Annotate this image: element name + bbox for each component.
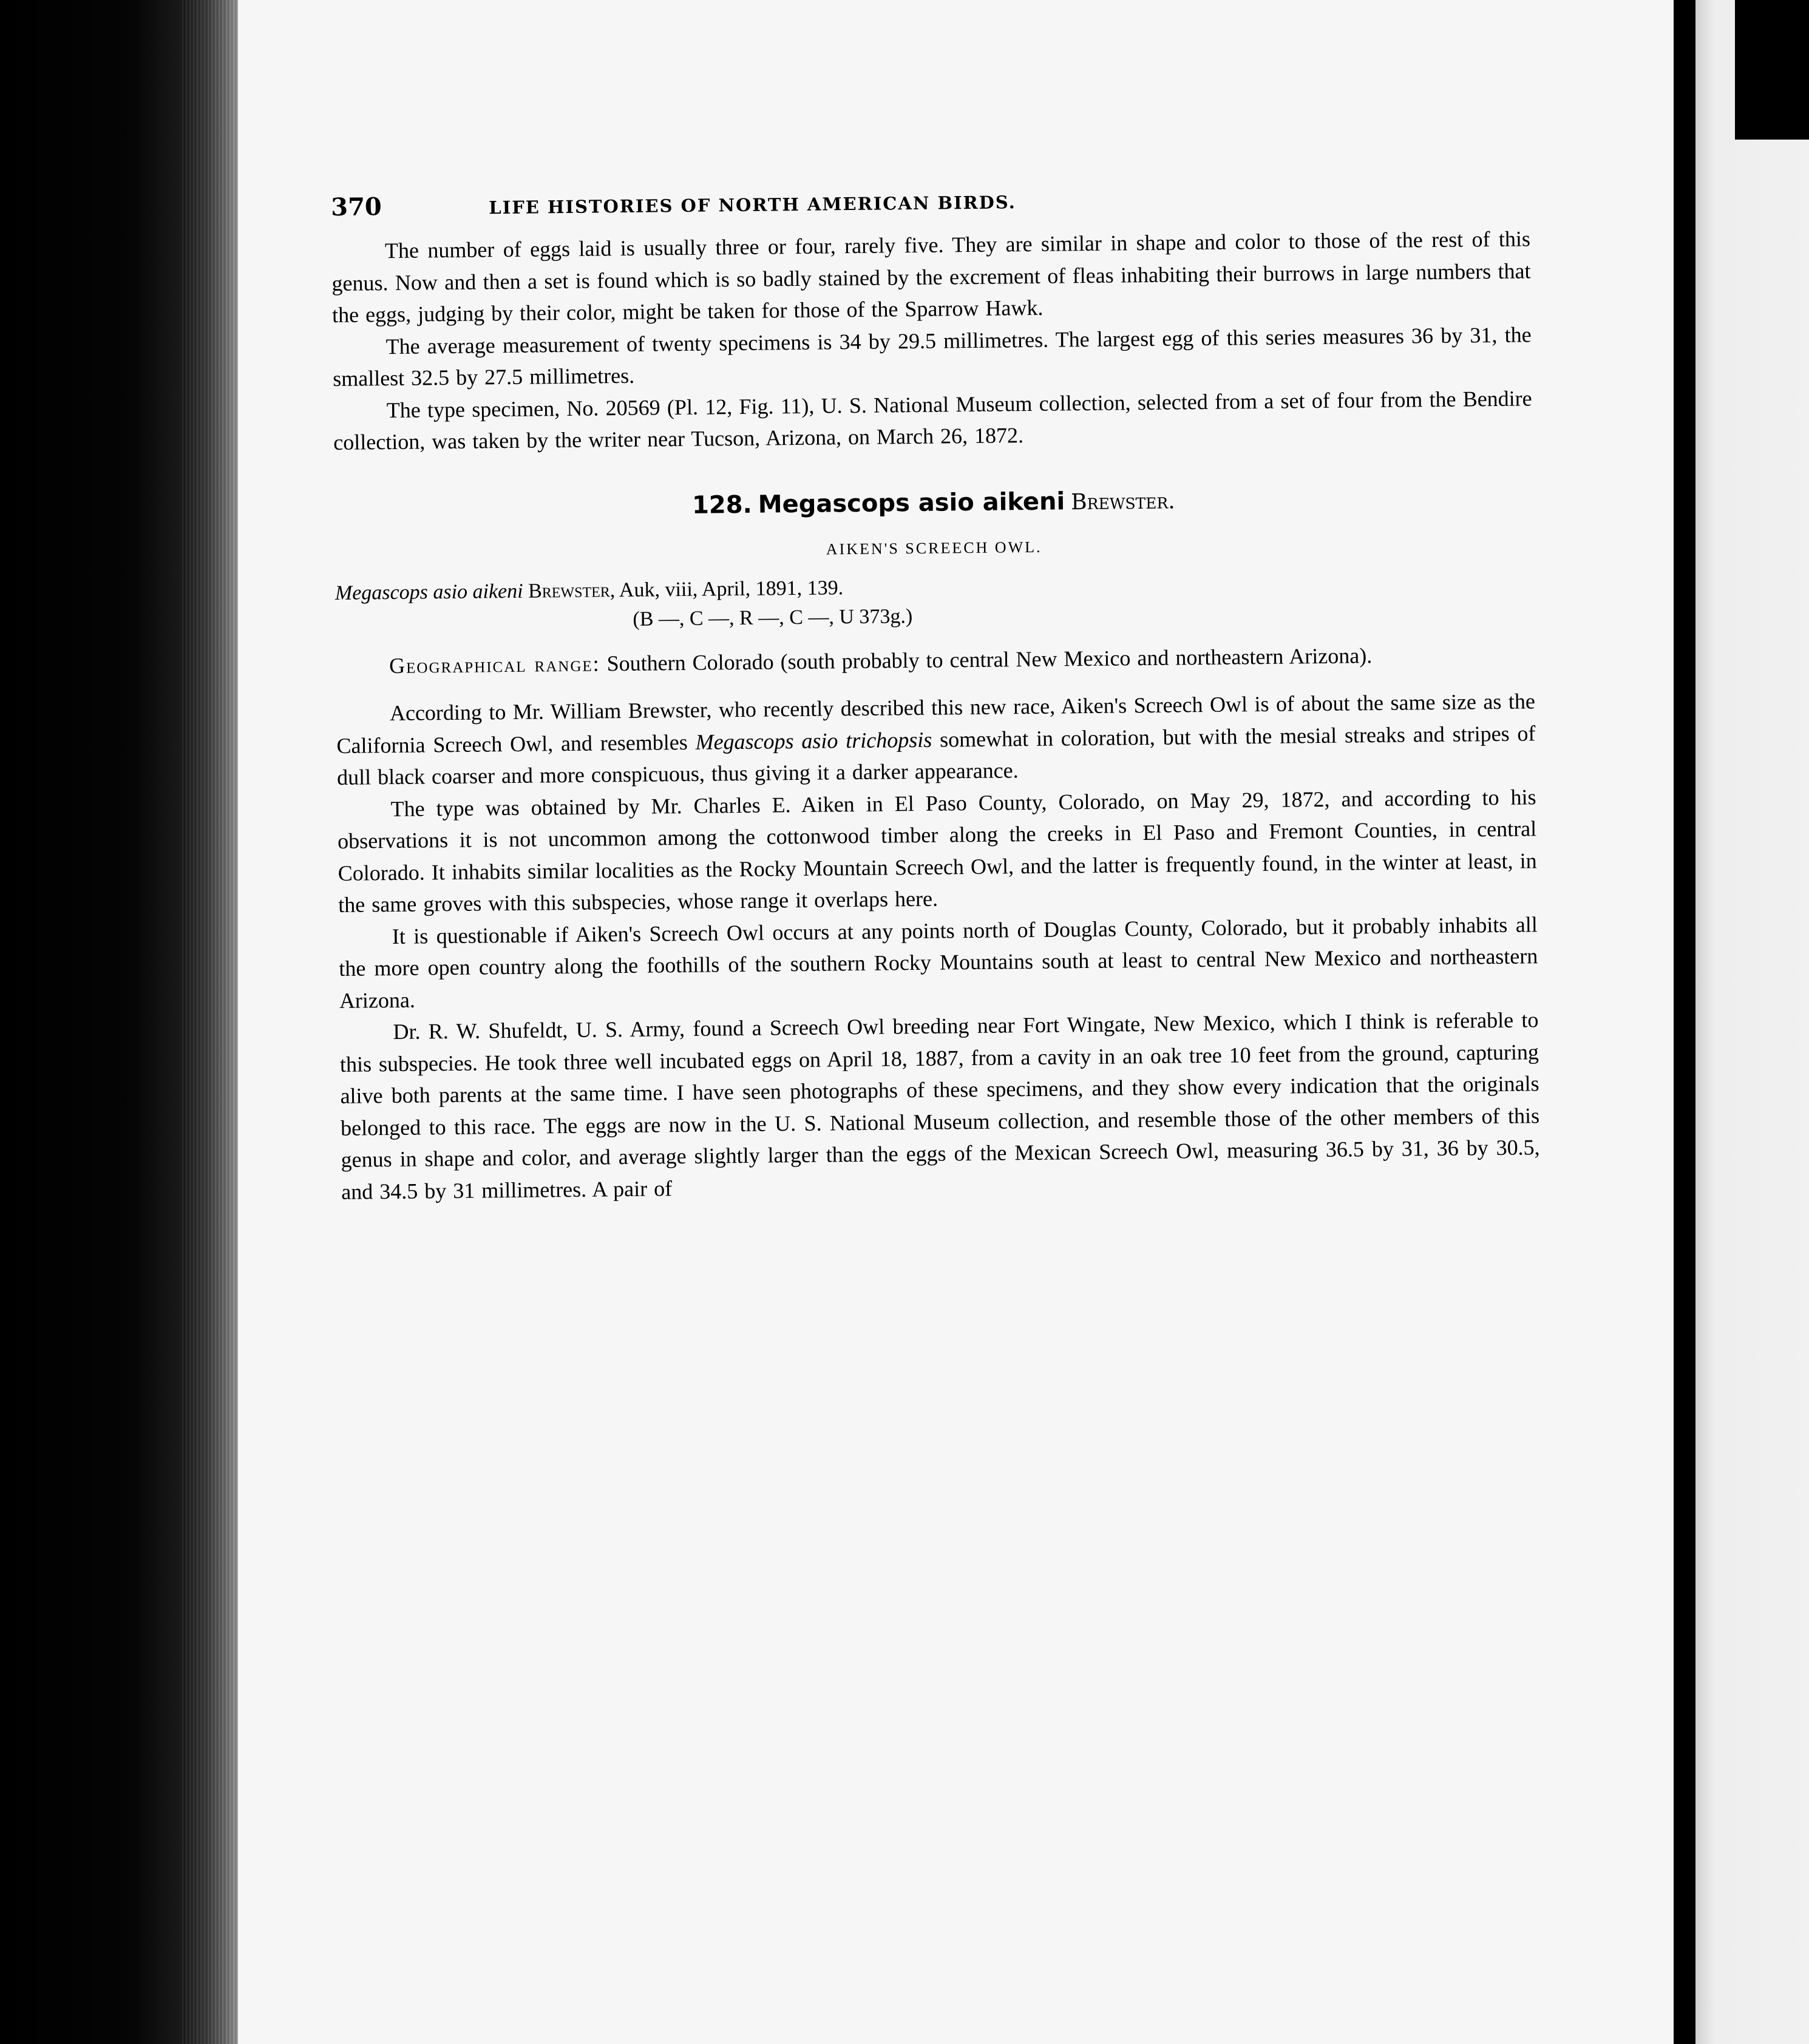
running-title: LIFE HISTORIES OF NORTH AMERICAN BIRDS.	[489, 192, 1016, 218]
citation-codes: (B —, C —, R —, C —, U 373g.)	[633, 604, 913, 631]
page-gap	[1674, 0, 1695, 2044]
page-number: 370	[331, 192, 382, 222]
paragraph-distribution: It is questionable if Aiken's Screech Owl occurs at any points north of Douglas County, Colorado, but it probably inhabits all the more open country along the foothills of the southern Rocky Mountains south at least to central New Mexico and northeastern Arizona.	[339, 912, 1538, 1013]
species-scientific-name: Megascops asio aikeni	[758, 487, 1065, 519]
paragraph-shufeldt-record: Dr. R. W. Shufeldt, U. S. Army, found a Screech Owl breeding near Fort Wingate, New Mexico, which I think is referable to this subspecies. He took three well incubated eggs on April 18, 1887, from a cavity in an oak tree 10 feet from the ground, capturing alive both parents at the same time. I have seen photographs of these specimens, and they show every indication that the originals belonged to this race. The eggs are now in the U. S. National Museum collection, and resemble those of the other members of this genus in shape and color, and average slightly larger than the eggs of the Mexican Screech Owl, measuring 36.5 by 31, 36 by 30.5, and 34.5 by 31 millimetres. A pair of	[339, 1007, 1540, 1204]
page-content	[331, 180, 1540, 1208]
range-label: Geographical range:	[389, 651, 600, 678]
page-edges	[182, 0, 243, 2044]
description-text-b: somewhat in coloration, but with the mesial streaks and stripes of dull black coarser and more conspicuous, thus giving it a darker appearance.	[336, 720, 1536, 790]
range-text: Southern Colorado (south probably to central New Mexico and northeastern Arizona).	[606, 643, 1373, 675]
citation-reference: , Auk, viii, April, 1891, 139.	[609, 576, 844, 601]
paragraph-egg-count: The number of eggs laid is usually three or four, rarely five. They are similar in shape and color to those of the rest of this genus. Now and then a set is found which is so badly stained by the excrement of fleas inhabiting their burrows in large numbers that the eggs, judging by their color, might be taken for those of the Sparrow Hawk.	[331, 226, 1531, 327]
paragraph-type-locality: The type was obtained by Mr. Charles E. Aiken in El Paso County, Colorado, on May 29, 1872, and according to his observations it is not uncommon among the cottonwood timber along the creeks in El Paso and Fremont Counties, in central Colorado. It inhabits similar localities as the Rocky Mountain Screech Owl, and the latter is frequently found, in the winter at least, in the same groves with this subspecies, whose range it overlaps here.	[337, 784, 1537, 917]
facing-page-edge	[1695, 0, 1809, 2044]
citation-scientific-name: Megascops asio aikeni	[334, 580, 523, 604]
citation-authority: Brewster	[528, 578, 610, 603]
description-italic-name: Megascops asio trichopsis	[695, 727, 932, 754]
species-authority: Brewster.	[1070, 488, 1175, 515]
species-number: 128.	[691, 490, 753, 519]
description-text-a: According to Mr. William Brewster, who recently described this new race, Aiken's Screech Owl is of about the same size as the California Screech Owl, and resembles	[336, 689, 1536, 758]
species-common-name: AIKEN'S SCREECH OWL.	[826, 538, 1042, 558]
paragraph-type-specimen: The type specimen, No. 20569 (Pl. 12, Fig. 11), U. S. National Museum collection, selected from a set of four from the Bendire collection, was taken by the writer near Tucson, Arizona, on March 26, 1872.	[333, 385, 1532, 455]
paragraph-egg-measurement: The average measurement of twenty specimens is 34 by 29.5 millimetres. The largest egg of this series measures 36 by 31, the smallest 32.5 by 27.5 millimetres.	[332, 322, 1532, 391]
scan-corner-shadow	[1735, 0, 1809, 140]
paragraph-description	[336, 685, 1536, 793]
